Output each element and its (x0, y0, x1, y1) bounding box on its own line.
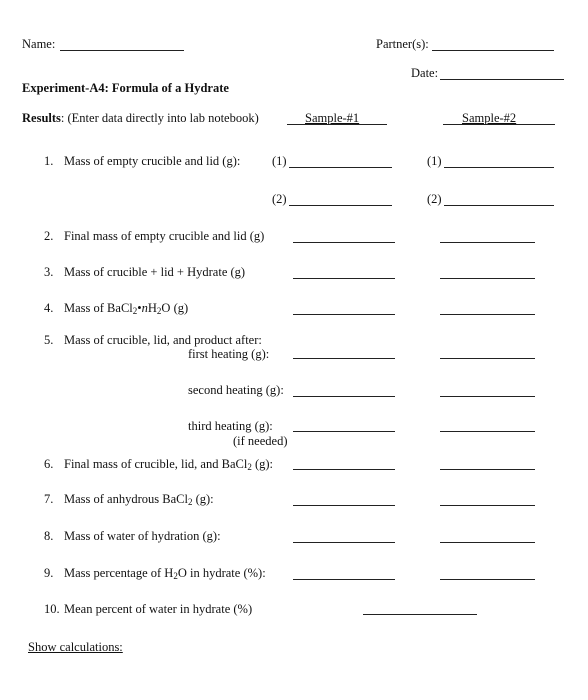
trial-1-label: (1) (272, 154, 287, 168)
item-7-sample2-field[interactable] (440, 505, 535, 506)
show-calculations-label: Show calculations: (28, 640, 123, 654)
item-9-sample2-field[interactable] (440, 579, 535, 580)
name-field[interactable] (60, 50, 184, 51)
item-10-number: 10. (44, 602, 60, 616)
sample1-heading: Sample-#1 (305, 111, 360, 125)
item-4-sample2-field[interactable] (440, 314, 535, 315)
item-2-number: 2. (44, 229, 54, 243)
date-field[interactable] (440, 79, 564, 80)
if-needed-note: (if needed) (233, 434, 288, 448)
item-1-sample2-trial1-field[interactable] (444, 167, 554, 168)
item-5-number: 5. (44, 333, 54, 347)
first-heating-sample1-field[interactable] (293, 358, 395, 359)
item-8-sample2-field[interactable] (440, 542, 535, 543)
item-4-number: 4. (44, 301, 54, 315)
name-label: Name: (22, 37, 56, 51)
item-6-sample1-field[interactable] (293, 469, 395, 470)
item-2-label: Final mass of empty crucible and lid (g) (64, 229, 265, 243)
item-2-sample1-field[interactable] (293, 242, 395, 243)
second-heating-label: second heating (g): (188, 383, 284, 397)
results-heading (22, 111, 259, 126)
item-10-mean-field[interactable] (363, 614, 477, 615)
item-6-sample2-field[interactable] (440, 469, 535, 470)
partners-field[interactable] (432, 50, 554, 51)
first-heating-sample2-field[interactable] (440, 358, 535, 359)
item-8-number: 8. (44, 529, 54, 543)
item-10-label: Mean percent of water in hydrate (%) (64, 602, 253, 616)
item-4-label: Mass of $BaCl_2•nH_2O$ (g) (64, 301, 189, 316)
item-3-sample2-field[interactable] (440, 278, 535, 279)
third-heating-label: third heating (g): (188, 419, 273, 433)
item-1-sample1-trial1-field[interactable] (289, 167, 392, 168)
second-heating-sample1-field[interactable] (293, 396, 395, 397)
results-instruction: : (Enter data directly into lab notebook) (60, 111, 259, 125)
results-label: Results (22, 111, 61, 125)
item-3-sample1-field[interactable] (293, 278, 395, 279)
item-6-label: Final mass of crucible, lid, and BaCl$_2$ (g): (64, 457, 273, 472)
item-7-number: 7. (44, 492, 54, 506)
item-9-sample1-field[interactable] (293, 579, 395, 580)
trial-2-label: (2) (272, 192, 287, 206)
item-9-label: Mass percentage of $H_2O$ in hydrate (%): (64, 566, 266, 581)
item-1-label: Mass of empty crucible and lid (g): (64, 154, 241, 168)
item-7-label: Mass of anhydrous BaCl$_2$ (g): (64, 492, 214, 507)
date-label: Date: (411, 66, 439, 80)
trial-1-label-s2: (1) (427, 154, 442, 168)
item-1-number: 1. (44, 154, 54, 168)
first-heating-label: first heating (g): (188, 347, 270, 361)
item-3-number: 3. (44, 265, 54, 279)
third-heating-sample2-field[interactable] (440, 431, 535, 432)
item-3-label: Mass of crucible + lid + Hydrate (g) (64, 265, 246, 279)
trial-2-label-s2: (2) (427, 192, 442, 206)
item-7-sample1-field[interactable] (293, 505, 395, 506)
item-8-label: Mass of water of hydration (g): (64, 529, 221, 543)
sample2-heading: Sample-#2 (462, 111, 517, 125)
item-4-sample1-field[interactable] (293, 314, 395, 315)
item-6-number: 6. (44, 457, 54, 471)
item-8-sample1-field[interactable] (293, 542, 395, 543)
item-9-number: 9. (44, 566, 54, 580)
partners-label: Partner(s): (376, 37, 429, 51)
second-heating-sample2-field[interactable] (440, 396, 535, 397)
third-heating-sample1-field[interactable] (293, 431, 395, 432)
item-1-sample1-trial2-field[interactable] (289, 205, 392, 206)
item-5-label: Mass of crucible, lid, and product after: (64, 333, 262, 347)
item-2-sample2-field[interactable] (440, 242, 535, 243)
page-title: Experiment-A4: Formula of a Hydrate (22, 81, 229, 95)
item-1-sample2-trial2-field[interactable] (444, 205, 554, 206)
